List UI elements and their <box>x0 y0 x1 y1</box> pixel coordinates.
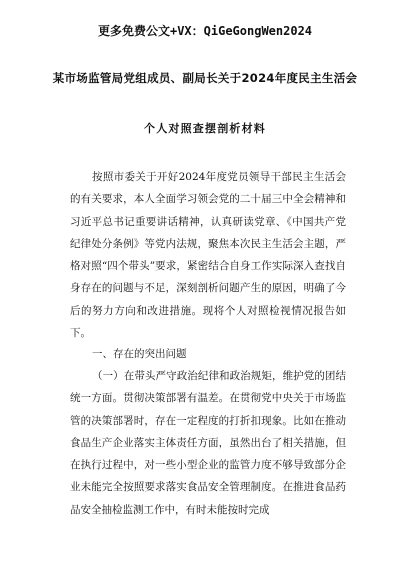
document-title: 某市场监管局党组成员、副局长关于2024年度民主生活会 <box>52 71 358 85</box>
promo-header: 更多免费公文+VX：QiGeGongWen2024 <box>97 24 313 38</box>
intro-paragraph: 按照市委关于开好2024年度党员领导干部民主生活会的有关要求，本人全面学习领会党的二十届三中全会精神和习近平总书记重要讲话精神，认真研读党章、《中国共产党纪律处分条例》等党内法规，聚焦本次民主生活会主题，严格对照“四个带头”要求，紧密结合自身工作实际深入查找自身存在的问题与不足，深刻剖析问题产生的原因，明确了今后的努力方向和改进措施。现将个人对照检视情况报告如下。 <box>70 171 346 340</box>
section-heading: 一、存在的突出问题 <box>92 348 187 360</box>
body-paragraph: （一）在带头严守政治纪律和政治规矩，维护党的团结统一方面。贯彻决策部署有温差。在贯彻党中央关于市场监管的决策部署时，存在一定程度的打折扣现象。比如在推动食品生产企业落实主体责任方面，虽然出台了相关措施，但在执行过程中，对一些小型企业的监管力度不够导致部分企业未能完全按照要求落实食品安全管理制度。在推进食品药品安全抽检监测工作中，有时未能按时完成 <box>70 370 346 516</box>
document-subtitle: 个人对照查摆剖析材料 <box>144 122 266 135</box>
